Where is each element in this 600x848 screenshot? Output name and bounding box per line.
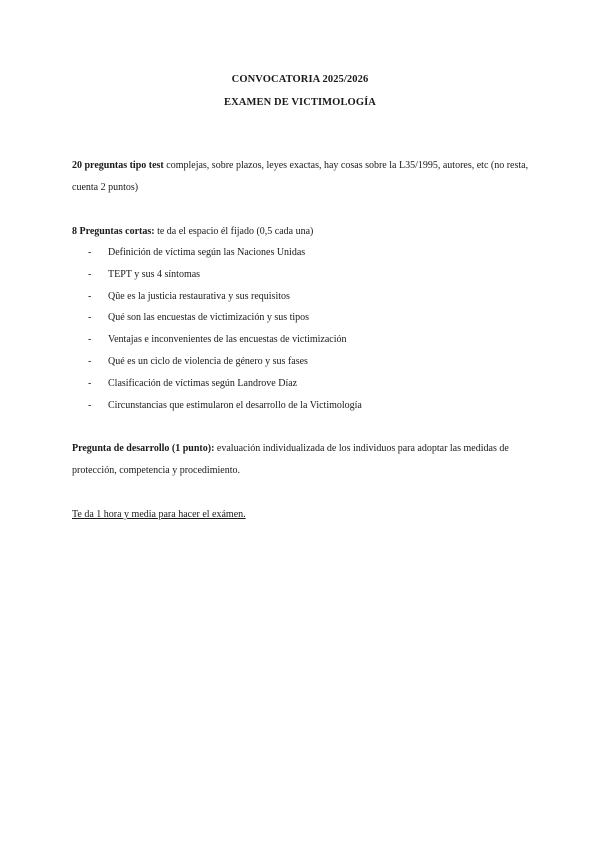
list-item-text: Circunstancias que estimularon el desarrollo de la Victimología — [108, 399, 362, 411]
list-item-text: Definición de víctima según las Naciones Unidas — [108, 247, 306, 258]
list-item — [88, 373, 362, 395]
dash-bullet: - — [88, 334, 92, 346]
list-item — [88, 351, 362, 373]
list-item — [88, 307, 362, 329]
list-item-text: TEPT y sus 4 síntomas — [108, 268, 201, 280]
dash-bullet: - — [88, 290, 92, 302]
list-item — [88, 264, 362, 286]
list-item-text: Qûe es la justicia restaurativa y sus requisitos — [108, 290, 290, 302]
list-item — [88, 395, 362, 417]
test-questions-paragraph — [72, 155, 532, 199]
dash-bullet: - — [88, 247, 92, 258]
test-questions-description: complejas, sobre plazos, leyes exactas, hay cosas sobre la L35/1995, autores, etc (no resta, cuenta 2 puntos) — [72, 160, 529, 193]
short-questions-heading: 8 Preguntas cortas: — [72, 226, 155, 237]
essay-question-heading: Pregunta de desarrollo (1 punto): — [72, 443, 215, 454]
list-item — [88, 286, 362, 308]
dash-bullet: - — [88, 377, 92, 389]
dash-bullet: - — [88, 355, 92, 367]
essay-question-description: evaluación individualizada de los individuos para adoptar las medidas de protección, competencia y procedimiento. — [72, 443, 509, 476]
list-item-text: Ventajas e inconvenientes de las encuestas de victimización — [108, 334, 347, 346]
test-questions-heading: 20 preguntas tipo test — [72, 160, 164, 171]
dash-bullet: - — [88, 312, 92, 324]
list-item-text: Clasificación de víctimas según Landrove Díaz — [108, 377, 298, 389]
exam-call-title: CONVOCATORIA 2025/2026 — [231, 74, 369, 85]
list-item-text: Qué son las encuestas de victimización y sus tipos — [108, 312, 310, 324]
short-questions-description: te da el espacio él fijado (0,5 cada una) — [154, 226, 314, 237]
list-item — [88, 242, 362, 264]
short-questions-paragraph — [72, 221, 532, 243]
short-questions-list — [88, 242, 362, 416]
dash-bullet: - — [88, 268, 92, 280]
list-item — [88, 329, 362, 351]
exam-duration-note: Te da 1 hora y media para hacer el exámen. — [72, 509, 246, 520]
list-item-text: Qué es un ciclo de violencia de género y sus fases — [108, 355, 308, 367]
dash-bullet: - — [88, 399, 92, 411]
exam-subject-title: EXAMEN DE VICTIMOLOGÍA — [224, 97, 376, 108]
essay-question-paragraph — [72, 438, 532, 482]
